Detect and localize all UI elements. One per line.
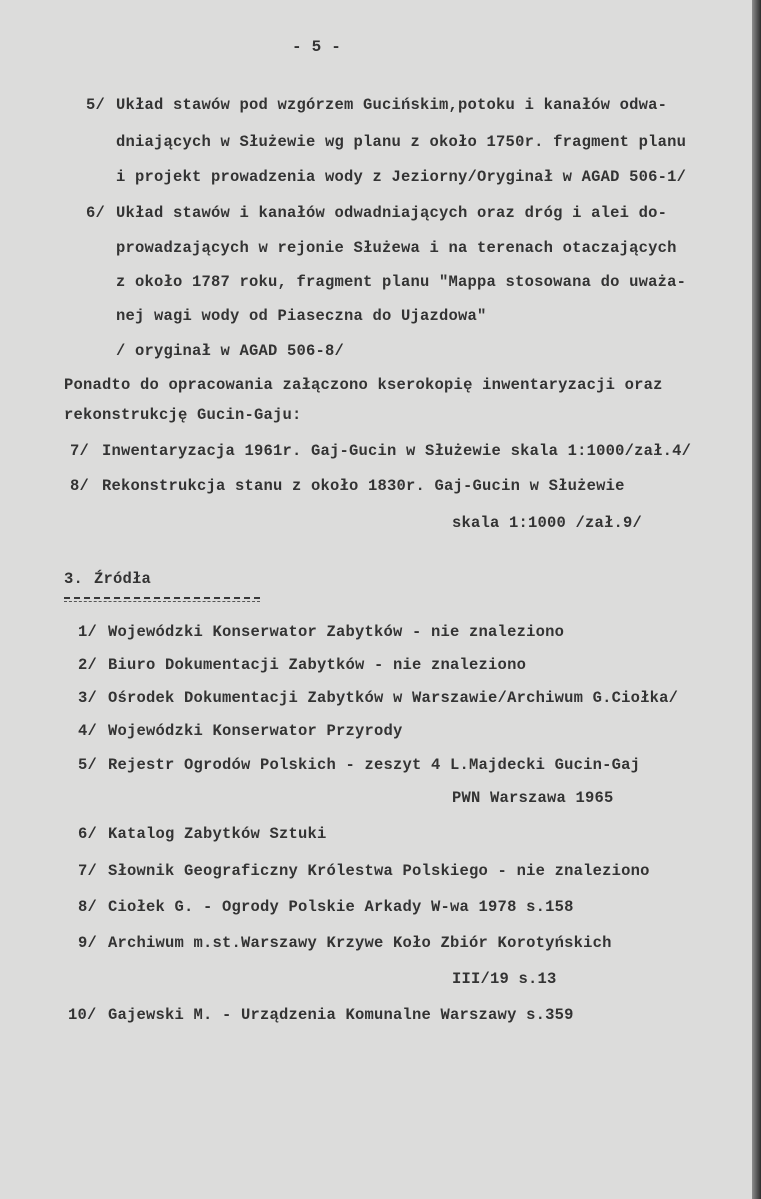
source-number: 3/ bbox=[78, 689, 98, 707]
paragraph-line: rekonstrukcję Gucin-Gaju: bbox=[64, 406, 302, 424]
item-text-line: nej wagi wody od Piaseczna do Ujazdowa" bbox=[116, 307, 487, 325]
item-text-line: / oryginał w AGAD 506-8/ bbox=[116, 342, 345, 360]
item-text-line: skala 1:1000 /zał.9/ bbox=[452, 514, 643, 532]
source-text: Rejestr Ogrodów Polskich - zeszyt 4 L.Majdecki Gucin-Gaj bbox=[108, 756, 641, 774]
item-text-line: z około 1787 roku, fragment planu "Mappa stosowana do uważa- bbox=[116, 273, 687, 291]
item-text-line: dniających w Służewie wg planu z około 1750r. fragment planu bbox=[116, 133, 687, 151]
section-underline bbox=[64, 601, 260, 602]
source-text: Biuro Dokumentacji Zabytków - nie znaleziono bbox=[108, 656, 527, 674]
section-number: 3. bbox=[64, 570, 84, 588]
source-number: 4/ bbox=[78, 722, 98, 740]
source-text: PWN Warszawa 1965 bbox=[452, 789, 614, 807]
source-number: 5/ bbox=[78, 756, 98, 774]
page-number: - 5 - bbox=[292, 38, 342, 56]
item-number: 6/ bbox=[86, 204, 106, 222]
item-text-line: Inwentaryzacja 1961r. Gaj-Gucin w Służewie skala 1:1000/zał.4/ bbox=[102, 442, 692, 460]
source-text: Gajewski M. - Urządzenia Komunalne Warszawy s.359 bbox=[108, 1006, 574, 1024]
section-title: Źródła bbox=[94, 570, 152, 588]
source-number: 1/ bbox=[78, 623, 98, 641]
source-number: 2/ bbox=[78, 656, 98, 674]
source-number: 9/ bbox=[78, 934, 98, 952]
source-text: Wojewódzki Konserwator Zabytków - nie znaleziono bbox=[108, 623, 565, 641]
source-number: 10/ bbox=[68, 1006, 97, 1024]
source-text: Archiwum m.st.Warszawy Krzywe Koło Zbiór Korotyńskich bbox=[108, 934, 612, 952]
source-text: Wojewódzki Konserwator Przyrody bbox=[108, 722, 403, 740]
item-number: 7/ bbox=[70, 442, 90, 460]
source-text: Słownik Geograficzny Królestwa Polskiego - nie znaleziono bbox=[108, 862, 650, 880]
source-text: Ośrodek Dokumentacji Zabytków w Warszawie/Archiwum G.Ciołka/ bbox=[108, 689, 679, 707]
paragraph-line: Ponadto do opracowania załączono kserokopię inwentaryzacji oraz bbox=[64, 376, 663, 394]
source-number: 6/ bbox=[78, 825, 98, 843]
source-number: 7/ bbox=[78, 862, 98, 880]
source-text: Ciołek G. - Ogrody Polskie Arkady W-wa 1978 s.158 bbox=[108, 898, 574, 916]
section-underline bbox=[64, 597, 260, 599]
item-number: 5/ bbox=[86, 96, 106, 114]
source-text: III/19 s.13 bbox=[452, 970, 557, 988]
item-text-line: Układ stawów i kanałów odwadniających oraz dróg i alei do- bbox=[116, 204, 668, 222]
source-text: Katalog Zabytków Sztuki bbox=[108, 825, 327, 843]
item-text-line: Układ stawów pod wzgórzem Gucińskim,potoku i kanałów odwa- bbox=[116, 96, 668, 114]
item-text-line: i projekt prowadzenia wody z Jeziorny/Oryginał w AGAD 506-1/ bbox=[116, 168, 687, 186]
item-text-line: prowadzających w rejonie Służewa i na terenach otaczających bbox=[116, 239, 677, 257]
source-number: 8/ bbox=[78, 898, 98, 916]
page-edge-shadow bbox=[752, 0, 761, 1199]
item-number: 8/ bbox=[70, 477, 90, 495]
item-text-line: Rekonstrukcja stanu z około 1830r. Gaj-Gucin w Służewie bbox=[102, 477, 625, 495]
